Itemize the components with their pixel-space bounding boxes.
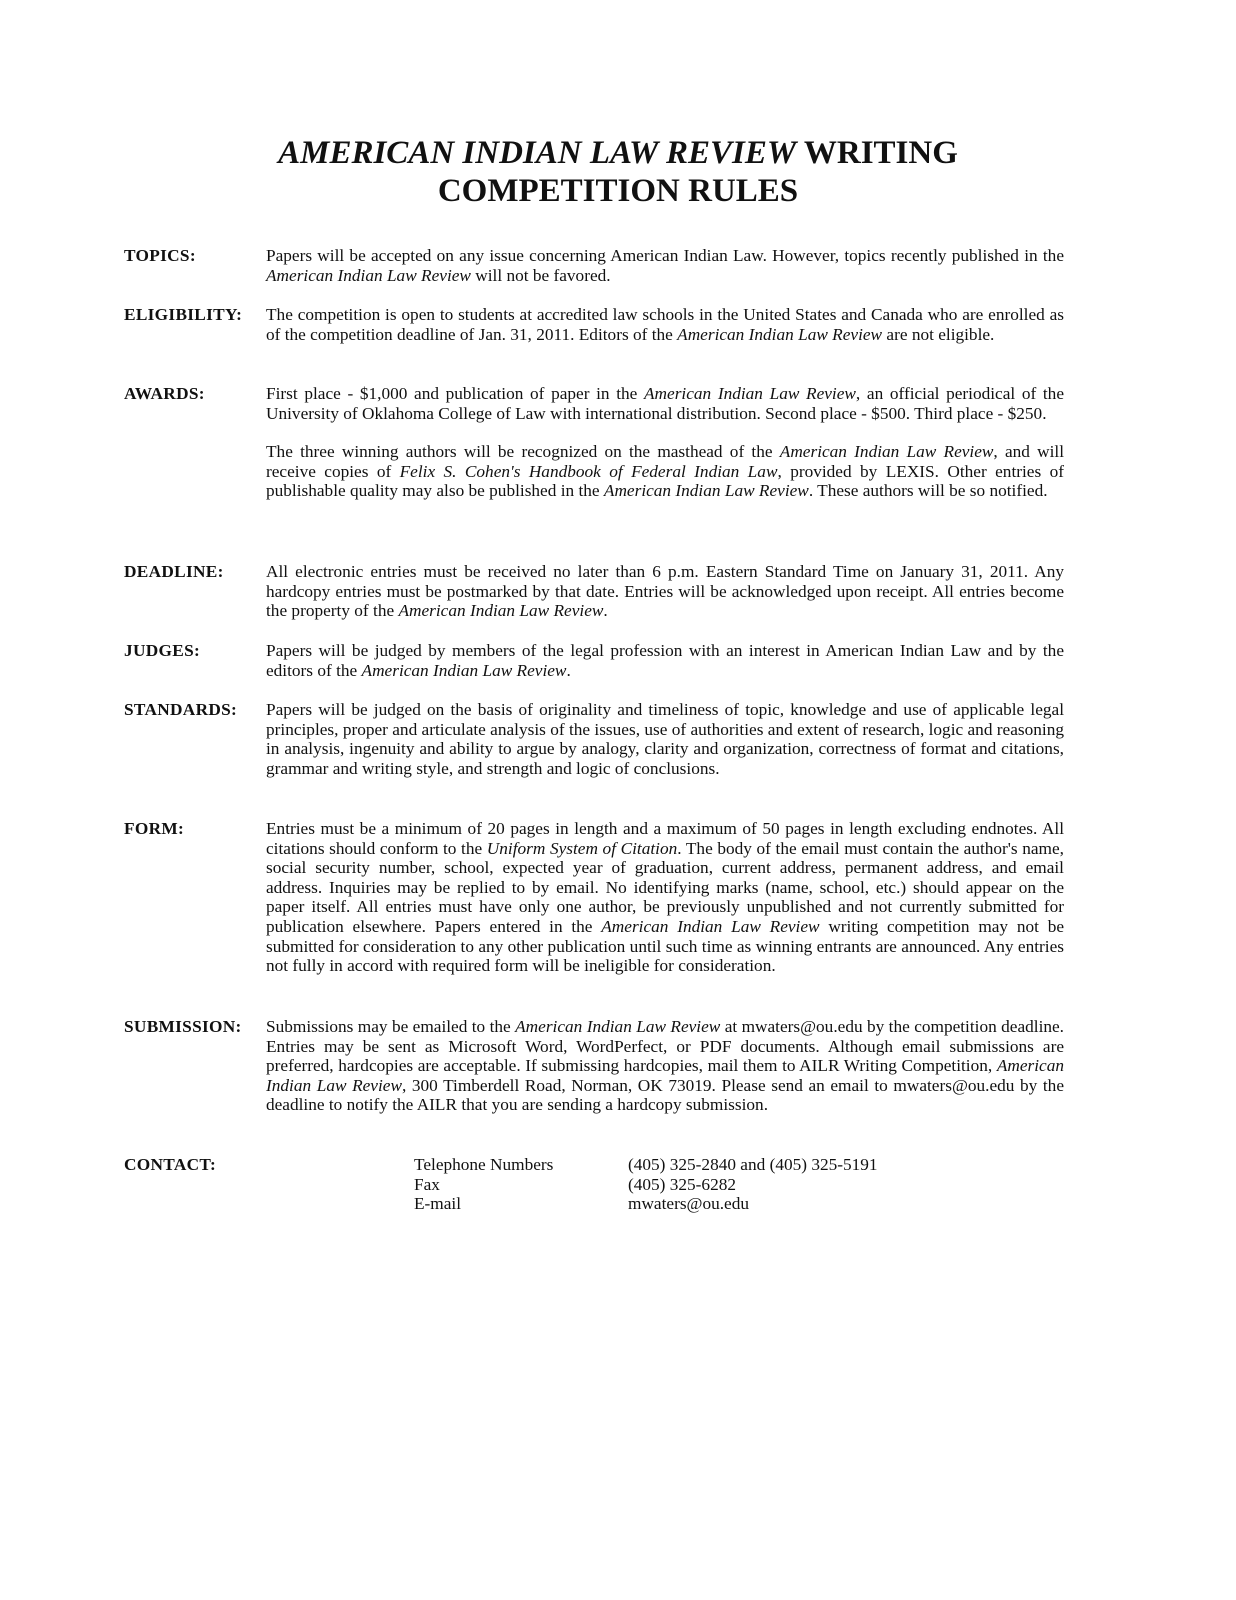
title-line1-rest: WRITING [796,135,958,171]
submission-text-3: , 300 Timberdell Road, Norman, OK 73019. Please send an email to mwaters@ou.edu by the deadline to notify the AILR that you are sending a hardcopy submission. [266,1075,1064,1115]
deadline-text-end: . [603,601,608,621]
judges-label: JUDGES: [124,641,201,660]
form-label: FORM: [124,819,185,838]
section-submission [124,1017,1064,1115]
topics-body [266,246,1064,285]
contact-label: CONTACT: [124,1155,217,1174]
judges-journal: American Indian Law Review [361,660,567,680]
awards-p2-text-2: , and will receive copies of [266,442,1065,481]
awards-p2-handbook: Felix S. Cohen's Handbook of Federal Indian Law [399,461,778,481]
eligibility-journal: American Indian Law Review [677,324,883,344]
awards-p2-journal: American Indian Law Review [779,442,994,462]
title-line2: COMPETITION RULES [437,173,799,209]
awards-p2-text-4: . These authors will be so notified. [808,481,1048,501]
topics-text: Papers will be accepted on any issue concerning American Indian Law. However, topics recently published in the [266,246,1064,265]
submission-text-2: at mwaters@ou.edu by the competition deadline. Entries may be sent as Microsoft Word, WordPerfect, or PDF documents. Although email submissions are preferred, hardcopies are acceptable. If submissing hardcopies, mail them to AILR Writing Competition, [266,1017,1064,1076]
awards-text-2: , an official periodical of the University of Oklahoma College of Law with international distribution. Second place - $500. Third place - $250. [266,384,1064,423]
awards-text: First place - $1,000 and publication of paper in the [266,384,644,403]
section-judges [124,641,1064,680]
form-text: Entries must be a minimum of 20 pages in length and a maximum of 50 pages in length excluding endnotes. All citations should conform to the [266,819,1064,858]
judges-text-end: . [566,660,571,680]
section-eligibility [124,305,1064,344]
awards-p2-journal-2: American Indian Law Review [603,481,809,501]
standards-body [266,700,1064,778]
topics-label: TOPICS: [124,246,196,265]
contact-row [414,1194,878,1214]
contact-row [414,1155,878,1175]
form-journal: American Indian Law Review [601,916,820,936]
standards-text: Papers will be judged on the basis of originality and timeliness of topic, knowledge and use of applicable legal principles, proper and articulate analysis of the issues, use of authorities and extent of research, logic and reasoning in analysis, ingenuity and ability to argue by analogy, clarity and organization, correctness of format and citations, grammar and writing style, and strength and logic of conclusions. [266,700,1064,778]
form-body [266,819,1064,976]
awards-journal: American Indian Law Review [643,384,856,403]
contact-row [414,1175,878,1195]
submission-text: Submissions may be emailed to the [266,1017,516,1036]
eligibility-body [266,305,1064,344]
awards-p2-text-3: , provided by LEXIS. Other entries of publishable quality may also be published in the [266,461,1064,501]
deadline-body [266,562,1064,621]
section-deadline [124,562,1064,621]
section-form [124,819,1064,976]
contact-value: mwaters@ou.edu [628,1194,750,1214]
eligibility-label: ELIGIBILITY: [124,305,243,324]
contact-table [414,1155,878,1214]
submission-journal-2: American Indian Law Review [266,1056,1064,1095]
submission-journal: American Indian Law Review [515,1017,721,1036]
topics-text-end: will not be favored. [470,265,611,285]
form-text-2: . The body of the email must contain the author's name, social security number, school, expected year of graduation, current address, permanent address, and email address. Inquiries may be replied to by email. No identifying marks (name, school, etc.) should appear on the paper itself. All entries must have only one author, be previously unpublished and not currently submitted for publication elsewhere. Papers entered in the [266,838,1064,936]
contact-key: Telephone Numbers [414,1155,554,1174]
page-title [0,134,1236,210]
submission-label: SUBMISSION: [124,1017,242,1036]
deadline-text: All electronic entries must be received no later than 6 p.m. Eastern Standard Time on January 31, 2011. Any hardcopy entries must be postmarked by that date. Entries will be acknowledged upon receipt. All entries become the property of the [266,562,1064,621]
standards-label: STANDARDS: [124,700,238,719]
contact-key: Fax [414,1174,440,1194]
form-citation-manual: Uniform System of Citation [486,838,678,858]
section-standards [124,700,1064,778]
contact-key: E-mail [414,1194,462,1214]
title-journal-name: AMERICAN INDIAN LAW REVIEW [278,135,797,171]
awards-body [266,384,1064,501]
awards-paragraph-1 [266,384,1064,423]
section-awards [124,384,1064,501]
section-topics [124,246,1064,285]
awards-p2-text: The three winning authors will be recognized on the masthead of the [266,442,780,462]
eligibility-text-end: are not eligible. [882,324,995,344]
contact-value: (405) 325-6282 [628,1174,736,1194]
awards-paragraph-2 [266,442,1064,501]
eligibility-text: The competition is open to students at accredited law schools in the United States and Canada who are enrolled as of the competition deadline of Jan. 31, 2011. Editors of the [266,305,1064,344]
judges-body [266,641,1064,680]
topics-journal: American Indian Law Review [266,265,471,285]
contact-value: (405) 325-2840 and (405) 325-5191 [628,1155,878,1174]
awards-label: AWARDS: [124,384,205,403]
form-text-3: writing competition may not be submitted for consideration to any other publication until such time as winning entrants are announced. Any entries not fully in accord with required form will be ineligible for consideration. [266,916,1065,976]
deadline-journal: American Indian Law Review [398,601,604,621]
deadline-label: DEADLINE: [124,562,224,581]
judges-text: Papers will be judged by members of the legal profession with an interest in American Indian Law and by the editors of the [266,641,1064,680]
submission-body [266,1017,1064,1115]
